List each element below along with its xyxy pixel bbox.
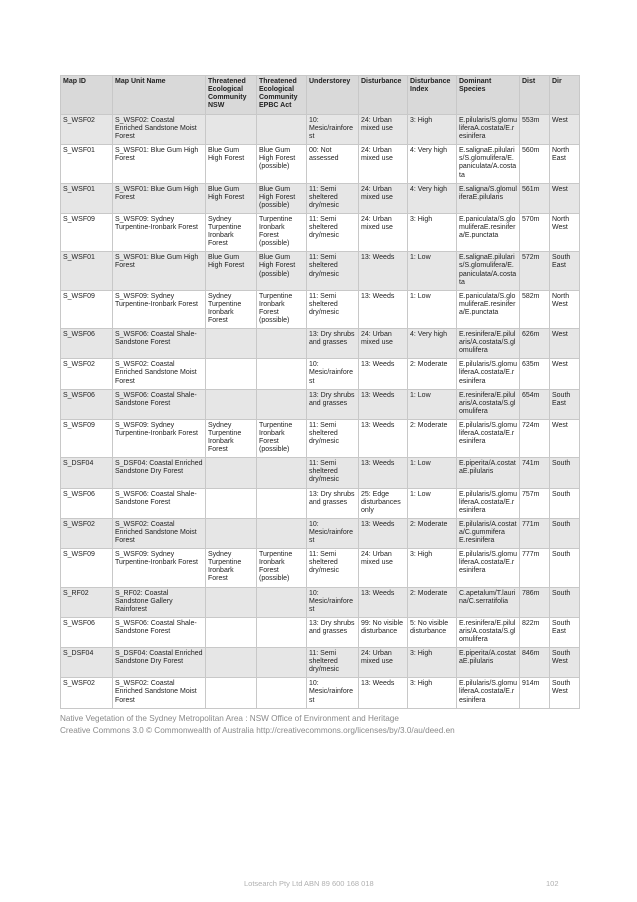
table-cell: South East bbox=[550, 389, 580, 419]
table-cell: E.resinifera/E.pilularis/A.costata/S.glomulifera bbox=[457, 389, 520, 419]
table-cell bbox=[257, 648, 307, 678]
table-cell: S_WSF09: Sydney Turpentine-Ironbark Forest bbox=[113, 549, 206, 587]
table-cell: 13: Dry shrubs and grasses bbox=[307, 329, 359, 359]
table-cell: S_WSF06: Coastal Shale-Sandstone Forest bbox=[113, 389, 206, 419]
table-cell: C.apetalum/T.laurina/C.serratifolia bbox=[457, 587, 520, 617]
table-row bbox=[61, 290, 580, 328]
table-cell: 13: Weeds bbox=[359, 359, 408, 389]
table-cell: 561m bbox=[520, 183, 550, 213]
table-cell: E.paniculata/S.glomuliferaE.resinifera/E.punctata bbox=[457, 290, 520, 328]
table-cell: S_WSF09: Sydney Turpentine-Ironbark Forest bbox=[113, 213, 206, 251]
table-cell: S_RF02: Coastal Sandstone Gallery Rainforest bbox=[113, 587, 206, 617]
table-cell: 13: Weeds bbox=[359, 587, 408, 617]
table-cell: 771m bbox=[520, 518, 550, 548]
page-number: 102 bbox=[546, 879, 559, 888]
table-cell: 724m bbox=[520, 419, 550, 457]
table-cell: 11: Semi sheltered dry/mesic bbox=[307, 183, 359, 213]
table-cell: S_WSF01: Blue Gum High Forest bbox=[113, 183, 206, 213]
table-cell: North West bbox=[550, 213, 580, 251]
table-row bbox=[61, 183, 580, 213]
table-cell bbox=[257, 359, 307, 389]
table-row bbox=[61, 329, 580, 359]
table-cell: 786m bbox=[520, 587, 550, 617]
table-cell bbox=[257, 678, 307, 708]
table-cell: S_WSF09 bbox=[61, 290, 113, 328]
table-row bbox=[61, 648, 580, 678]
table-cell: 1: Low bbox=[408, 389, 457, 419]
table-cell: 3: High bbox=[408, 648, 457, 678]
table-cell: South bbox=[550, 549, 580, 587]
table-cell: 1: Low bbox=[408, 290, 457, 328]
table-cell: S_WSF06 bbox=[61, 329, 113, 359]
table-cell bbox=[206, 648, 257, 678]
table-cell: 2: Moderate bbox=[408, 419, 457, 457]
table-cell bbox=[257, 587, 307, 617]
table-row bbox=[61, 389, 580, 419]
table-cell: 11: Semi sheltered dry/mesic bbox=[307, 549, 359, 587]
table-cell: South bbox=[550, 518, 580, 548]
table-header-row bbox=[61, 76, 580, 115]
table-cell: North East bbox=[550, 145, 580, 183]
table-cell: E.salignaE.pilularis/S.glomulifera/E.paniculata/A.costata bbox=[457, 145, 520, 183]
table-row bbox=[61, 115, 580, 145]
table-cell: Sydney Turpentine Ironbark Forest bbox=[206, 419, 257, 457]
table-cell: 3: High bbox=[408, 549, 457, 587]
table-cell: S_WSF02: Coastal Enriched Sandstone Moist Forest bbox=[113, 678, 206, 708]
table-cell: Blue Gum High Forest bbox=[206, 145, 257, 183]
table-cell: 25: Edge disturbances only bbox=[359, 488, 408, 518]
table-cell: 00: Not assessed bbox=[307, 145, 359, 183]
table-cell: E.pilularis/S.glomuliferaA.costata/E.resinifera bbox=[457, 115, 520, 145]
table-cell: S_WSF02 bbox=[61, 518, 113, 548]
table-cell bbox=[206, 518, 257, 548]
table-cell: Blue Gum High Forest (possible) bbox=[257, 183, 307, 213]
table-cell: 24: Urban mixed use bbox=[359, 549, 408, 587]
table-cell: S_WSF02 bbox=[61, 115, 113, 145]
table-cell: 3: High bbox=[408, 213, 457, 251]
table-cell: South East bbox=[550, 252, 580, 290]
table-row bbox=[61, 617, 580, 647]
table-cell: 1: Low bbox=[408, 458, 457, 488]
table-cell: 846m bbox=[520, 648, 550, 678]
table-cell: S_WSF02: Coastal Enriched Sandstone Moist Forest bbox=[113, 115, 206, 145]
table-cell: 741m bbox=[520, 458, 550, 488]
table-cell: E.pilularis/S.glomuliferaA.costata/E.resinifera bbox=[457, 488, 520, 518]
table-row bbox=[61, 587, 580, 617]
table-cell bbox=[257, 488, 307, 518]
table-cell: 13: Weeds bbox=[359, 252, 408, 290]
table-cell: Turpentine Ironbark Forest (possible) bbox=[257, 213, 307, 251]
source-line-1: Native Vegetation of the Sydney Metropolitan Area : NSW Office of Environment and Heritage bbox=[60, 714, 399, 723]
table-cell: 5: No visible disturbance bbox=[408, 617, 457, 647]
table-cell: Blue Gum High Forest (possible) bbox=[257, 145, 307, 183]
table-cell: West bbox=[550, 115, 580, 145]
table-cell: South East bbox=[550, 617, 580, 647]
table-cell: Sydney Turpentine Ironbark Forest bbox=[206, 549, 257, 587]
table-cell bbox=[206, 617, 257, 647]
table-cell bbox=[206, 359, 257, 389]
table-cell: E.pilularis/S.glomuliferaA.costata/E.resinifera bbox=[457, 419, 520, 457]
table-cell: S_WSF01: Blue Gum High Forest bbox=[113, 252, 206, 290]
table-cell: Turpentine Ironbark Forest (possible) bbox=[257, 290, 307, 328]
company-footer: Lotsearch Pty Ltd ABN 89 600 168 018 bbox=[244, 879, 374, 888]
table-cell: 2: Moderate bbox=[408, 359, 457, 389]
table-row bbox=[61, 359, 580, 389]
table-cell: S_WSF02 bbox=[61, 678, 113, 708]
vegetation-table bbox=[60, 75, 580, 709]
table-cell: 24: Urban mixed use bbox=[359, 329, 408, 359]
table-cell: 635m bbox=[520, 359, 550, 389]
table-cell: 11: Semi sheltered dry/mesic bbox=[307, 252, 359, 290]
table-cell: West bbox=[550, 329, 580, 359]
table-cell: 24: Urban mixed use bbox=[359, 213, 408, 251]
table-cell bbox=[206, 329, 257, 359]
table-cell: 24: Urban mixed use bbox=[359, 183, 408, 213]
table-cell: 3: High bbox=[408, 678, 457, 708]
table-cell bbox=[257, 458, 307, 488]
table-cell: 13: Dry shrubs and grasses bbox=[307, 488, 359, 518]
table-cell: S_WSF02 bbox=[61, 359, 113, 389]
table-cell: 10: Mesic/rainforest bbox=[307, 678, 359, 708]
table-cell: 553m bbox=[520, 115, 550, 145]
table-cell: E.resinifera/E.pilularis/A.costata/S.glomulifera bbox=[457, 329, 520, 359]
table-cell: North West bbox=[550, 290, 580, 328]
col-header-disturbance-index: Disturbance Index bbox=[408, 76, 457, 115]
table-cell: 11: Semi sheltered dry/mesic bbox=[307, 458, 359, 488]
table-cell: 654m bbox=[520, 389, 550, 419]
source-attribution bbox=[60, 713, 455, 736]
col-header-map-unit-name: Map Unit Name bbox=[113, 76, 206, 115]
table-cell bbox=[206, 587, 257, 617]
table-cell: S_WSF02: Coastal Enriched Sandstone Moist Forest bbox=[113, 359, 206, 389]
table-cell: 13: Dry shrubs and grasses bbox=[307, 389, 359, 419]
col-header-tec-epbc: Threatened Ecological Community EPBC Act bbox=[257, 76, 307, 115]
table-cell: S_WSF02: Coastal Enriched Sandstone Moist Forest bbox=[113, 518, 206, 548]
table-cell: S_WSF06 bbox=[61, 488, 113, 518]
table-cell: 1: Low bbox=[408, 488, 457, 518]
table-cell: Blue Gum High Forest bbox=[206, 183, 257, 213]
table-cell: S_WSF06: Coastal Shale-Sandstone Forest bbox=[113, 617, 206, 647]
table-cell bbox=[206, 488, 257, 518]
table-cell: 99: No visible disturbance bbox=[359, 617, 408, 647]
table-cell: 1: Low bbox=[408, 252, 457, 290]
table-cell: 13: Weeds bbox=[359, 389, 408, 419]
col-header-dominant-species: Dominant Species bbox=[457, 76, 520, 115]
table-cell: S_WSF06 bbox=[61, 617, 113, 647]
table-cell: 11: Semi sheltered dry/mesic bbox=[307, 419, 359, 457]
table-cell: S_WSF06 bbox=[61, 389, 113, 419]
table-cell: 570m bbox=[520, 213, 550, 251]
table-cell: S_DSF04 bbox=[61, 458, 113, 488]
table-cell: 24: Urban mixed use bbox=[359, 115, 408, 145]
col-header-map-id: Map ID bbox=[61, 76, 113, 115]
table-cell: S_WSF09: Sydney Turpentine-Ironbark Forest bbox=[113, 290, 206, 328]
table-cell: 11: Semi sheltered dry/mesic bbox=[307, 213, 359, 251]
col-header-disturbance: Disturbance bbox=[359, 76, 408, 115]
table-cell: Turpentine Ironbark Forest (possible) bbox=[257, 419, 307, 457]
table-cell: S_RF02 bbox=[61, 587, 113, 617]
col-header-dist: Dist bbox=[520, 76, 550, 115]
col-header-understorey: Understorey bbox=[307, 76, 359, 115]
table-row bbox=[61, 145, 580, 183]
table-cell: 11: Semi sheltered dry/mesic bbox=[307, 290, 359, 328]
table-cell: S_DSF04 bbox=[61, 648, 113, 678]
table-cell: 4: Very high bbox=[408, 183, 457, 213]
table-cell: S_WSF06: Coastal Shale-Sandstone Forest bbox=[113, 329, 206, 359]
source-line-2: Creative Commons 3.0 © Commonwealth of Australia http://creativecommons.org/licenses/by/3.0/au/deed.en bbox=[60, 725, 455, 735]
table-cell: West bbox=[550, 419, 580, 457]
table-cell: 24: Urban mixed use bbox=[359, 145, 408, 183]
table-cell: 10: Mesic/rainforest bbox=[307, 115, 359, 145]
table-cell: Sydney Turpentine Ironbark Forest bbox=[206, 290, 257, 328]
table-cell: S_WSF09 bbox=[61, 213, 113, 251]
table-cell bbox=[206, 678, 257, 708]
table-cell: 822m bbox=[520, 617, 550, 647]
table-cell: South bbox=[550, 458, 580, 488]
table-cell: 10: Mesic/rainforest bbox=[307, 359, 359, 389]
table-cell: West bbox=[550, 183, 580, 213]
table-cell: 13: Weeds bbox=[359, 678, 408, 708]
table-cell bbox=[257, 518, 307, 548]
table-cell: E.pilularis/S.glomuliferaA.costata/E.resinifera bbox=[457, 549, 520, 587]
table-cell: South West bbox=[550, 678, 580, 708]
col-header-dir: Dir bbox=[550, 76, 580, 115]
table-cell: 3: High bbox=[408, 115, 457, 145]
table-row bbox=[61, 678, 580, 708]
table-cell: 572m bbox=[520, 252, 550, 290]
table-cell bbox=[206, 115, 257, 145]
table-cell: 4: Very high bbox=[408, 329, 457, 359]
table-cell: 582m bbox=[520, 290, 550, 328]
table-row bbox=[61, 419, 580, 457]
table-cell: 13: Weeds bbox=[359, 518, 408, 548]
table-cell: S_DSF04: Coastal Enriched Sandstone Dry Forest bbox=[113, 458, 206, 488]
table-cell bbox=[206, 458, 257, 488]
table-cell: Turpentine Ironbark Forest (possible) bbox=[257, 549, 307, 587]
table-cell: 4: Very high bbox=[408, 145, 457, 183]
table-cell: 13: Dry shrubs and grasses bbox=[307, 617, 359, 647]
table-cell: E.piperita/A.costataE.pilularis bbox=[457, 648, 520, 678]
table-cell: 10: Mesic/rainforest bbox=[307, 518, 359, 548]
table-cell: S_WSF06: Coastal Shale-Sandstone Forest bbox=[113, 488, 206, 518]
table-cell: 13: Weeds bbox=[359, 458, 408, 488]
table-cell: S_DSF04: Coastal Enriched Sandstone Dry Forest bbox=[113, 648, 206, 678]
table-row bbox=[61, 549, 580, 587]
table-cell: 11: Semi sheltered dry/mesic bbox=[307, 648, 359, 678]
table-cell: E.pilularis/S.glomuliferaA.costata/E.resinifera bbox=[457, 359, 520, 389]
table-cell: South bbox=[550, 488, 580, 518]
table-cell: Blue Gum High Forest (possible) bbox=[257, 252, 307, 290]
table-cell: 777m bbox=[520, 549, 550, 587]
table-cell: S_WSF01: Blue Gum High Forest bbox=[113, 145, 206, 183]
table-body bbox=[61, 115, 580, 709]
table-cell: 13: Weeds bbox=[359, 290, 408, 328]
table-cell: S_WSF01 bbox=[61, 252, 113, 290]
col-header-tec-nsw: Threatened Ecological Community NSW bbox=[206, 76, 257, 115]
table-cell bbox=[257, 617, 307, 647]
table-cell: E.saligna/S.glomuliferaE.pilularis bbox=[457, 183, 520, 213]
table-cell: 2: Moderate bbox=[408, 518, 457, 548]
table-cell: 757m bbox=[520, 488, 550, 518]
table-cell bbox=[206, 389, 257, 419]
table-cell: E.pilularis/S.glomuliferaA.costata/E.resinifera bbox=[457, 678, 520, 708]
table-cell: Sydney Turpentine Ironbark Forest bbox=[206, 213, 257, 251]
table-cell: South West bbox=[550, 648, 580, 678]
table-cell: S_WSF09: Sydney Turpentine-Ironbark Forest bbox=[113, 419, 206, 457]
table-row bbox=[61, 518, 580, 548]
table-row bbox=[61, 252, 580, 290]
table-cell: E.piperita/A.costataE.pilularis bbox=[457, 458, 520, 488]
table-row bbox=[61, 458, 580, 488]
table-cell: E.salignaE.pilularis/S.glomulifera/E.paniculata/A.costata bbox=[457, 252, 520, 290]
table-cell: 914m bbox=[520, 678, 550, 708]
table-cell: Blue Gum High Forest bbox=[206, 252, 257, 290]
table-cell: E.pilularis/A.costata/C.gummifera E.resinifera bbox=[457, 518, 520, 548]
table-cell: S_WSF09 bbox=[61, 549, 113, 587]
table-row bbox=[61, 213, 580, 251]
table-cell: 560m bbox=[520, 145, 550, 183]
table-cell: 10: Mesic/rainforest bbox=[307, 587, 359, 617]
table-cell: E.paniculata/S.glomuliferaE.resinifera/E.punctata bbox=[457, 213, 520, 251]
table-cell: E.resinifera/E.pilularis/A.costata/S.glomulifera bbox=[457, 617, 520, 647]
table-cell: West bbox=[550, 359, 580, 389]
table-cell: 626m bbox=[520, 329, 550, 359]
table-cell: 2: Moderate bbox=[408, 587, 457, 617]
table-row bbox=[61, 488, 580, 518]
table-cell: 24: Urban mixed use bbox=[359, 648, 408, 678]
table-cell: S_WSF01 bbox=[61, 145, 113, 183]
table-cell bbox=[257, 389, 307, 419]
table-cell: S_WSF01 bbox=[61, 183, 113, 213]
table-cell bbox=[257, 115, 307, 145]
table-cell: 13: Weeds bbox=[359, 419, 408, 457]
table-cell: S_WSF09 bbox=[61, 419, 113, 457]
table-cell: South bbox=[550, 587, 580, 617]
table-cell bbox=[257, 329, 307, 359]
